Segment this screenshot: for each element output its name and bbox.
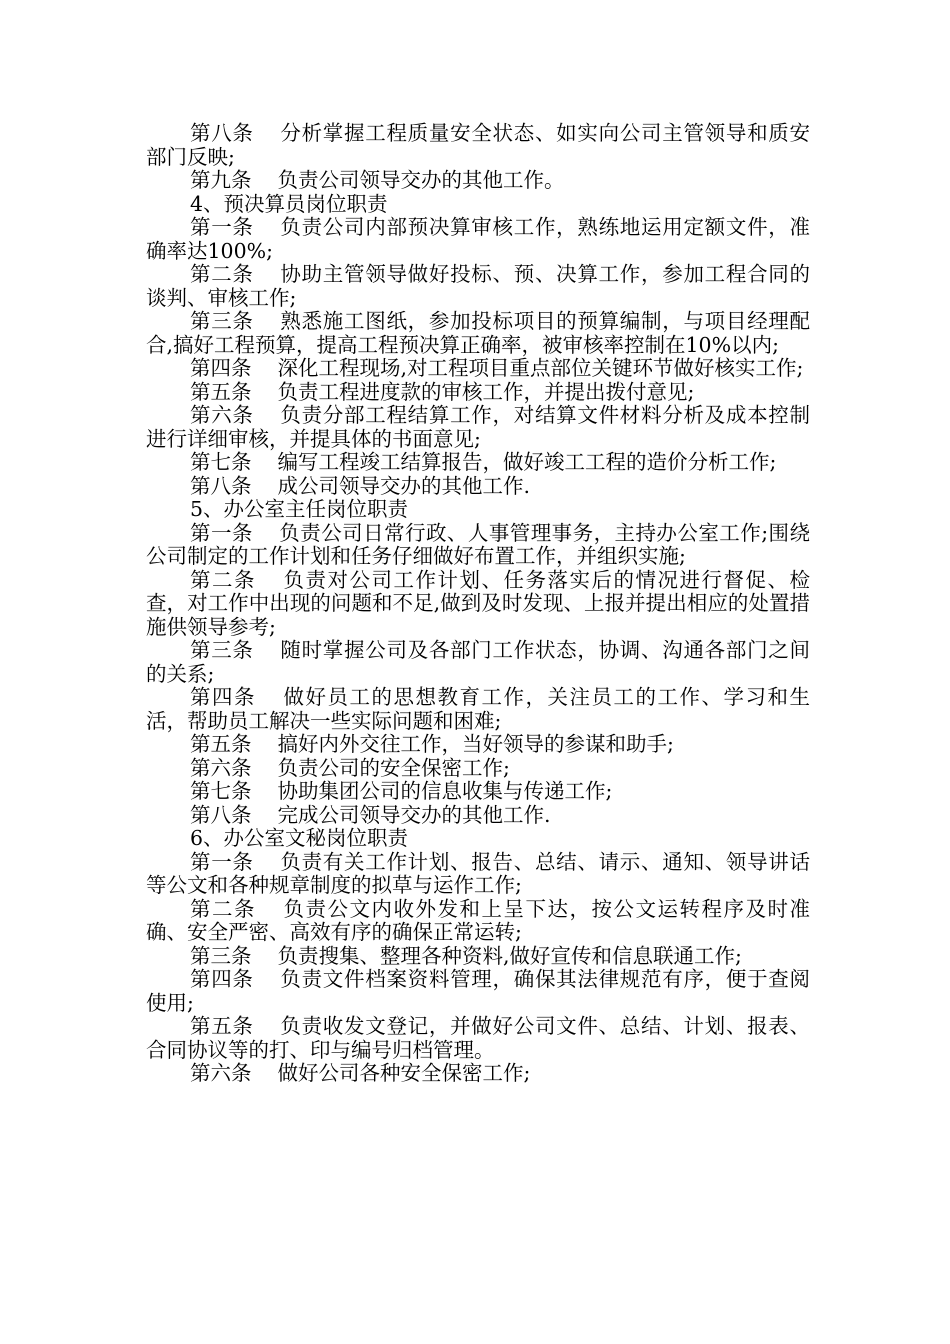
- clause-text: 熟悉施工图纸，参加投标项目的预算编制，与项目经理配合,搞好工程预算，提高工程预决算正确率，被审核率控制在10%以内;: [146, 309, 811, 357]
- clause-paragraph: [146, 381, 810, 405]
- section-heading: 4、预决算员岗位职责: [190, 191, 388, 216]
- clause-label: 第二条: [190, 896, 256, 921]
- clause-text: 负责搜集、整理各种资料,做好宣传和信息联通工作;: [277, 943, 742, 968]
- clause-text: 负责工程进度款的审核工作，并提出拨付意见;: [277, 379, 695, 404]
- clause-label: 第六条: [190, 1061, 252, 1085]
- clause-label: 第九条: [190, 168, 252, 192]
- section-heading: 5、办公室主任岗位职责: [190, 497, 409, 521]
- clause-paragraph: [146, 639, 810, 686]
- clause-text: 负责公文内收外发和上呈下达，按公文运转程序及时准确、安全严密、高效有序的确保正常运转;: [146, 896, 810, 944]
- clause-text: 搞好内外交往工作，当好领导的参谋和助手;: [277, 732, 674, 756]
- clause-text: 负责文件档案资料管理，确保其法律规范有序，便于查阅使用;: [146, 967, 811, 1015]
- clause-label: 第一条: [190, 215, 254, 239]
- clause-label: 第一条: [190, 520, 253, 545]
- clause-label: 第四条: [190, 967, 254, 991]
- clause-paragraph: [146, 945, 810, 969]
- clause-paragraph: [146, 569, 810, 640]
- clause-paragraph: [146, 522, 810, 569]
- clause-label: 第三条: [190, 943, 252, 968]
- clause-label: 第六条: [190, 403, 254, 427]
- clause-label: 第六条: [190, 755, 252, 780]
- clause-text: 编写工程竣工结算报告，做好竣工工程的造价分析工作;: [277, 450, 777, 474]
- clause-label: 第三条: [190, 638, 254, 662]
- clause-text: 负责有关工作计划、报告、总结、请示、通知、领导讲话等公文和各种规章制度的拟草与运作工作;: [146, 849, 811, 897]
- clause-paragraph: [146, 451, 810, 475]
- clause-label: 第二条: [190, 567, 256, 592]
- clause-label: 第二条: [190, 262, 254, 286]
- clause-paragraph: [146, 310, 810, 357]
- clause-text: 负责公司内部预决算审核工作，熟练地运用定额文件，准确率达100%;: [146, 215, 811, 263]
- clause-text: 做好公司各种安全保密工作;: [277, 1061, 531, 1085]
- clause-label: 第五条: [190, 1014, 254, 1038]
- clause-text: 随时掌握公司及各部门工作状态，协调、沟通各部门之间的关系;: [146, 638, 811, 686]
- clause-text: 负责公司的安全保密工作;: [277, 755, 510, 780]
- clause-label: 第五条: [190, 732, 252, 756]
- clause-paragraph: [146, 263, 810, 310]
- clause-text: 分析掌握工程质量安全状态、如实向公司主管领导和质安部门反映;: [146, 121, 811, 169]
- clause-text: 做好员工的思想教育工作，关注员工的工作、学习和生活，帮助员工解决一些实际问题和困难;: [146, 685, 810, 733]
- clause-label: 第七条: [190, 779, 252, 803]
- clause-text: 成公司领导交办的其他工作.: [277, 473, 531, 498]
- clause-text: 完成公司领导交办的其他工作.: [277, 802, 551, 827]
- clause-text: 负责分部工程结算工作，对结算文件材料分析及成本控制进行详细审核，并提具体的书面意见;: [146, 403, 811, 451]
- clause-paragraph: [146, 733, 810, 757]
- clause-label: 第四条: [190, 356, 252, 380]
- clause-label: 第八条: [190, 802, 252, 827]
- clause-paragraph: [146, 686, 810, 733]
- clause-label: 第四条: [190, 685, 256, 709]
- clause-paragraph: [146, 804, 810, 828]
- clause-paragraph: [146, 1015, 810, 1062]
- clause-label: 第八条: [190, 121, 254, 145]
- clause-paragraph: [146, 122, 810, 169]
- clause-text: 负责对公司工作计划、任务落实后的情况进行督促、检查，对工作中出现的问题和不足,做到及时发现、上报并提出相应的处置措施供领导参考;: [146, 567, 810, 639]
- clause-text: 负责收发文登记，并做好公司文件、总结、计划、报表、合同协议等的打、印与编号归档管理。: [146, 1014, 811, 1062]
- clause-paragraph: [146, 475, 810, 499]
- clause-text: 协助集团公司的信息收集与传递工作;: [277, 779, 613, 803]
- clause-label: 第一条: [190, 849, 254, 874]
- clause-label: 第五条: [190, 379, 252, 404]
- clause-label: 第三条: [190, 309, 254, 333]
- clause-label: 第八条: [190, 473, 252, 498]
- clause-text: 负责公司领导交办的其他工作。: [277, 168, 565, 192]
- clause-paragraph: [146, 898, 810, 945]
- clause-paragraph: [146, 780, 810, 804]
- clause-label: 第七条: [190, 450, 252, 474]
- clause-paragraph: [146, 851, 810, 898]
- section-heading: 6、办公室文秘岗位职责: [190, 826, 409, 850]
- clause-paragraph: [146, 216, 810, 263]
- clause-paragraph: [146, 404, 810, 451]
- clause-text: 深化工程现场,对工程项目重点部位关键环节做好核实工作;: [277, 356, 804, 380]
- clause-paragraph: [146, 169, 810, 193]
- clause-text: 协助主管领导做好投标、预、决算工作，参加工程合同的谈判、审核工作;: [146, 262, 811, 310]
- document-page: [146, 122, 810, 1086]
- clause-paragraph: [146, 968, 810, 1015]
- clause-text: 负责公司日常行政、人事管理事务，主持办公室工作;围绕公司制定的工作计划和任务仔细做好布置工作，并组织实施;: [146, 520, 811, 568]
- clause-paragraph: [146, 1062, 810, 1086]
- clause-paragraph: [146, 357, 810, 381]
- clause-paragraph: [146, 757, 810, 781]
